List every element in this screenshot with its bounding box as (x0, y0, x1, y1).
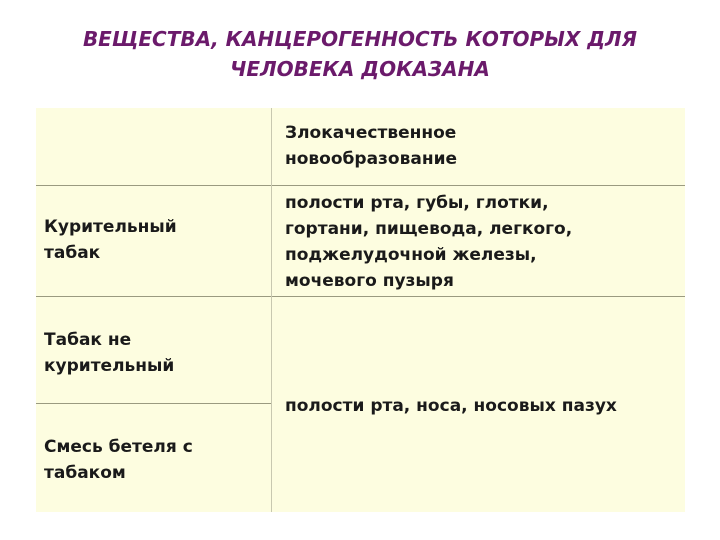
header-substance-cell (36, 108, 271, 185)
neoplasm-cell-shared (272, 297, 685, 512)
substance-cell-betel-tobacco (36, 404, 271, 512)
substance-betel-line-2: табаком (44, 463, 126, 483)
substance-smoking-line-1: Курительный (44, 217, 177, 237)
neoplasm-smoking-line-3: поджелудочной железы, (285, 245, 537, 265)
row-2-divider (36, 403, 272, 404)
header-neoplasm-line-1: Злокачественное (285, 123, 457, 143)
substance-smokeless-line-1: Табак не (44, 330, 132, 350)
header-neoplasm-cell (272, 108, 685, 185)
page-title (0, 24, 720, 84)
page-title-line-1: ВЕЩЕСТВА, КАНЦЕРОГЕННОСТЬ КОТОРЫХ ДЛЯ (82, 27, 638, 51)
row-1-divider (36, 296, 685, 297)
substance-betel-line-1: Смесь бетеля с (44, 437, 193, 457)
header-row-divider (36, 185, 685, 186)
substance-cell-smoking-tobacco (36, 186, 271, 296)
page-title-line-2: ЧЕЛОВЕКА ДОКАЗАНА (230, 57, 490, 81)
substance-smoking-line-2: табак (44, 243, 101, 263)
neoplasm-smoking-line-1: полости рта, губы, глотки, (285, 193, 549, 213)
neoplasm-cell-smoking-tobacco (272, 186, 685, 296)
header-neoplasm-line-2: новообразование (285, 149, 458, 169)
column-divider (271, 108, 272, 512)
substance-cell-smokeless-tobacco (36, 297, 271, 403)
neoplasm-shared-text: полости рта, носа, носовых пазух (285, 396, 617, 416)
neoplasm-smoking-line-4: мочевого пузыря (285, 271, 454, 291)
substance-smokeless-line-2: курительный (44, 356, 175, 376)
neoplasm-smoking-line-2: гортани, пищевода, легкого, (285, 219, 573, 239)
